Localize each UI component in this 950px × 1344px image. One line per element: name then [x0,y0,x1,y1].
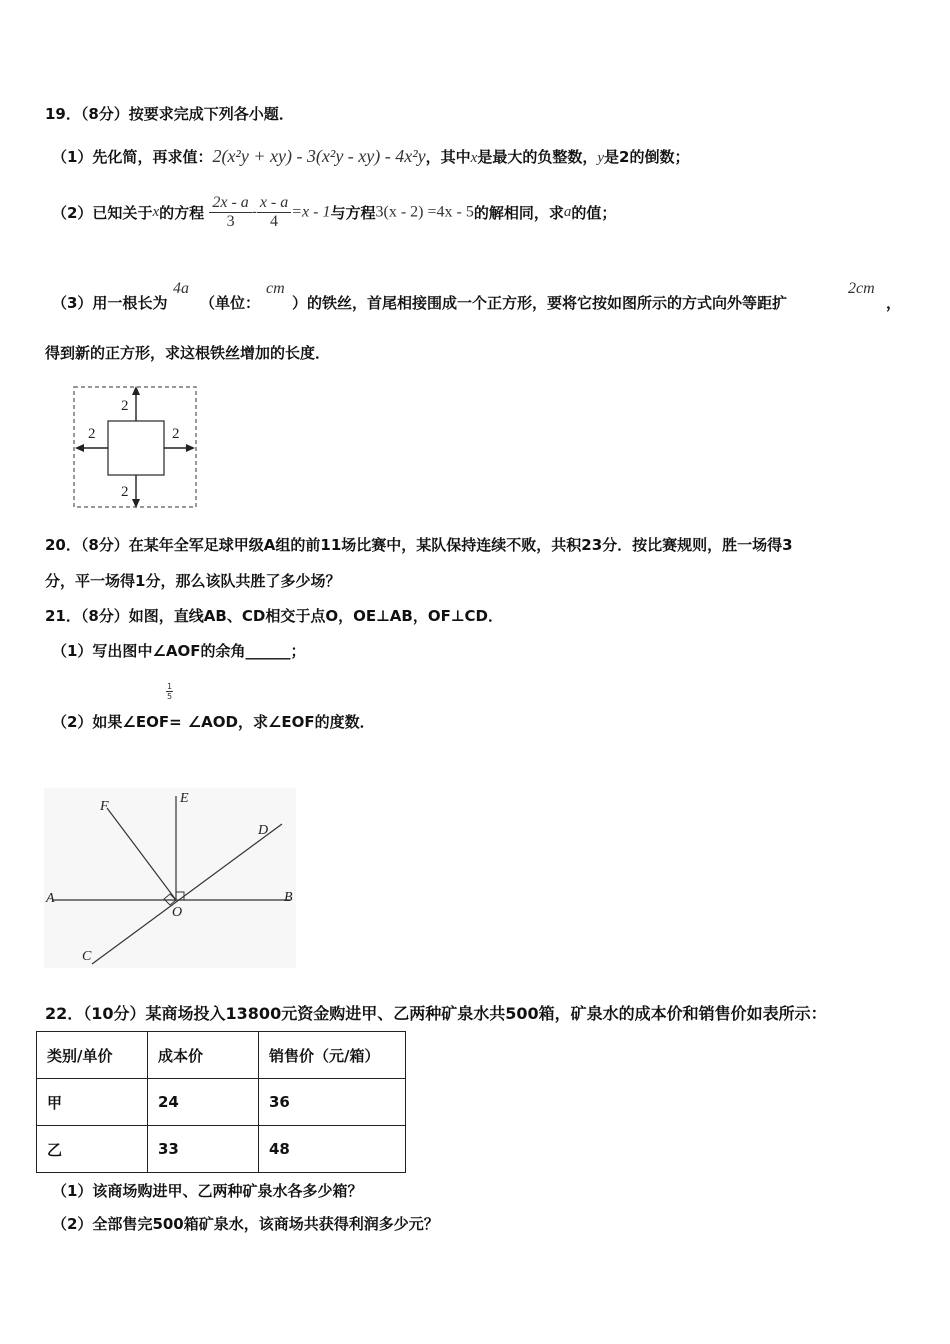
table-header-cell: 类别/单价 [37,1032,148,1079]
q19-p3-line2: 得到新的正方形，求这根铁丝增加的长度． [45,344,331,362]
q19-p2-x: x [152,204,160,220]
q19-p3-unit: cm [266,280,285,297]
q19-p1-y: y [597,150,605,166]
q21-header: 21．（8分）如图，直线AB、CD相交于点O，OE⊥AB，OF⊥CD． [45,607,503,625]
q22-part2: （2）全部售完500箱矿泉水，该商场共获得利润多少元？ [52,1215,439,1233]
q21-part2 [52,711,375,732]
q19-p1-expression: 2(x²y + xy) - 3(x²y - xy) - 4x²y [212,146,426,166]
q19-p1-x: x [470,150,478,166]
q19-p2-equation-2: 3(x - 2) =4x - 5 [375,203,474,221]
q19-p3-length: 4a [173,280,189,297]
label-left: 2 [88,426,96,442]
q19-p3-unit-b: ）的铁丝，首尾相接围成一个正方形，要将它按如图所示的方式向外等距扩 [292,294,788,312]
q19-p2-label: （2）已知关于 [52,204,153,222]
q20-line1: 20．（8分）在某年全军足球甲级A组的前11场比赛中，某队保持连续不败，共积23分．按比赛规则，胜一场得3 [45,536,793,554]
q21-part1 [52,640,306,661]
square-expansion-figure [68,382,202,512]
q19-p2-rhs: =x - 1 [291,203,331,221]
q19-p2-with: 与方程 [330,204,376,222]
q19-p2-f1-num: 2x - a [209,194,251,213]
label-O: O [172,905,183,920]
intersecting-lines-figure [44,788,296,968]
q19-p1-label: （1）先化简，再求值： [52,148,213,166]
q19-p1-cond-c: 是2的倒数； [604,148,690,166]
figure-background [44,788,296,968]
label-F: F [100,799,109,814]
q21-frac-den: 5 [167,692,173,701]
q19-p1-cond-a: ，其中 [425,148,471,166]
q19-p2-f1-den: 3 [226,213,235,230]
label-A: A [46,891,55,906]
q21-p1-blank: ______； [245,642,306,660]
q21-p1-text: （1）写出图中∠AOF的余角 [52,642,246,660]
q19-p1-cond-b: 是最大的负整数， [477,148,598,166]
price-table [36,1031,406,1173]
table-cell: 33 [148,1126,259,1173]
q19-p2-end-b: 的值； [571,204,617,222]
table-row [37,1126,406,1173]
label-top: 2 [121,398,129,414]
q22-header: 22．（10分）某商场投入13800元资金购进甲、乙两种矿泉水共500箱，矿泉水的成本价和销售价如表所示： [45,1004,827,1023]
q19-header: 19．（8分）按要求完成下列各小题． [45,105,294,123]
table-cell: 36 [259,1079,406,1126]
table-header-cell: 销售价（元/箱） [259,1032,406,1079]
table-row [37,1079,406,1126]
q19-p2-a: a [563,204,572,220]
q20-line2: 分，平一场得1分，那么该队共胜了多少场？ [45,572,341,590]
q21-p2-b: ∠AOD，求∠EOF的度数． [187,713,375,731]
q19-p2-end-a: 的解相同，求 [473,204,564,222]
inner-square [108,421,164,475]
right-arrowhead [186,444,195,452]
table-cell: 24 [148,1079,259,1126]
table-header-row [37,1032,406,1079]
q22-part1: （1）该商场购进甲、乙两种矿泉水各多少箱？ [52,1182,363,1200]
q19-part1 [52,146,689,167]
label-D: D [258,823,269,838]
q19-p2-mid: 的方程 [159,204,205,222]
label-right: 2 [172,426,180,442]
q19-p2-f2-num: x - a [257,194,291,213]
q19-p3-distance: 2cm [848,280,875,297]
q19-p2-fraction-1 [209,194,251,231]
table-header-cell: 成本价 [148,1032,259,1079]
q19-p3-unit-a: （单位： [200,294,261,312]
q19-part3-label: （3）用一根长为 [52,294,168,312]
q21-fraction [166,682,173,701]
q21-frac-num: 1 [167,682,173,691]
label-E: E [180,791,189,806]
q19-part2 [52,194,616,231]
label-bottom: 2 [121,484,129,500]
outer-dashed-square [74,387,196,507]
label-C: C [82,949,92,964]
table-cell: 48 [259,1126,406,1173]
table-cell: 甲 [37,1079,148,1126]
table-cell: 乙 [37,1126,148,1173]
q19-p2-fraction-2 [257,194,291,231]
q21-p2-a: （2）如果∠EOF= [52,713,182,731]
q19-p2-f2-den: 4 [270,213,279,230]
q19-p3-comma: ， [886,294,902,312]
label-B: B [284,890,293,905]
left-arrowhead [75,444,84,452]
q19-p2-minus: - [251,204,257,220]
